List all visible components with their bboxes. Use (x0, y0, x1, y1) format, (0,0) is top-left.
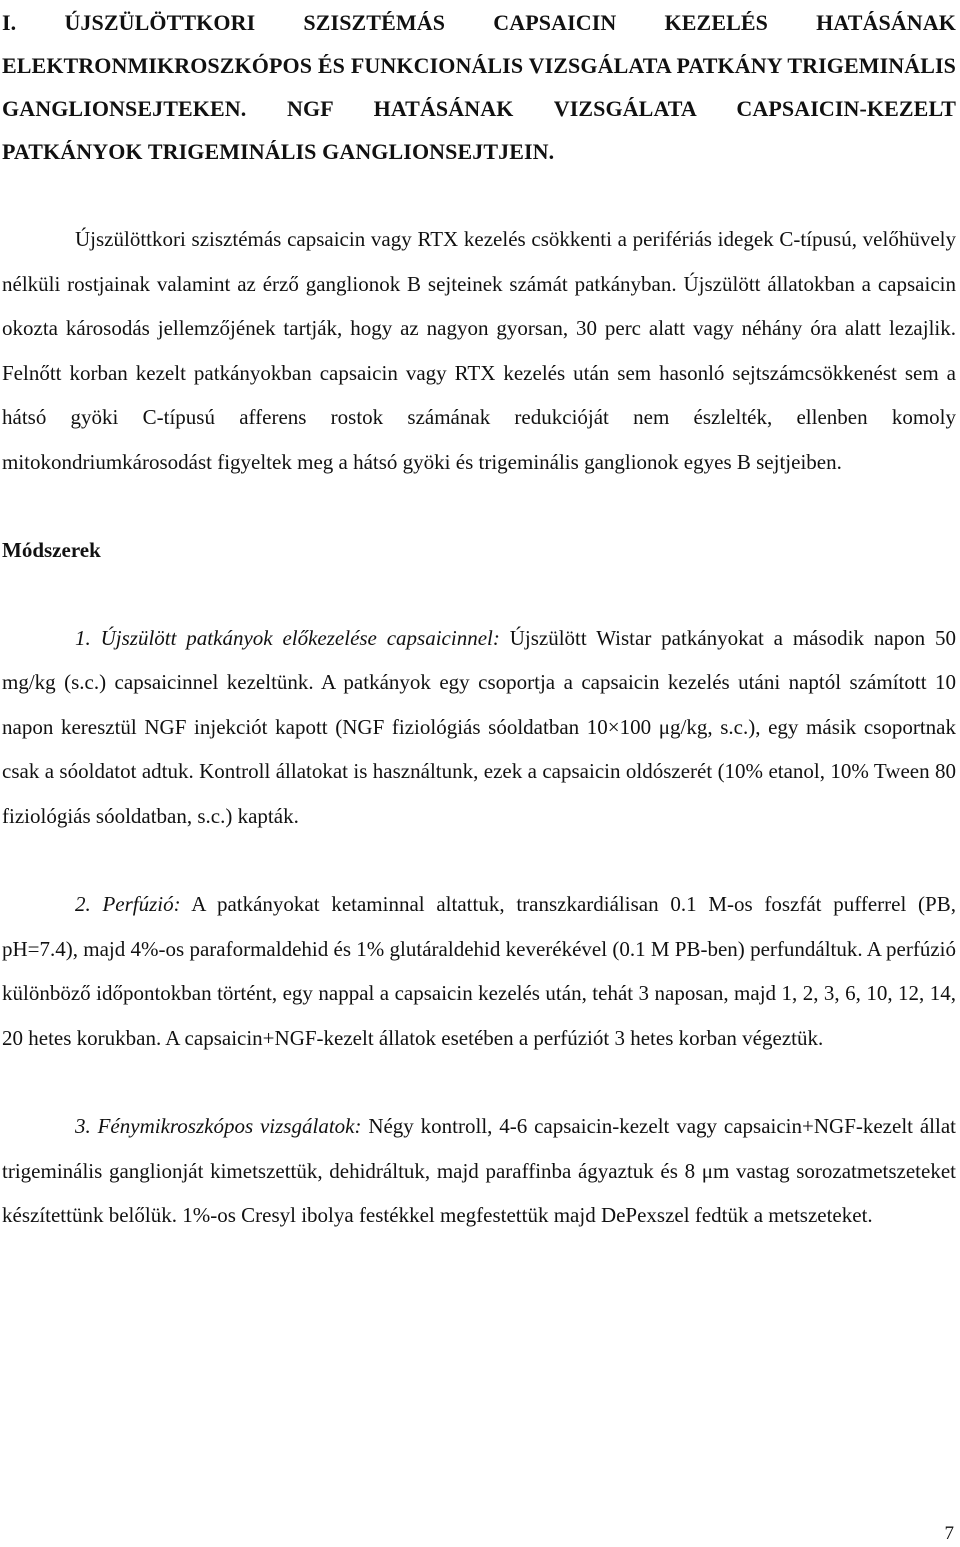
method-paragraph (2, 1104, 956, 1238)
method-body: A patkányokat ketaminnal altattuk, transzkardiálisan 0.1 M-os foszfát pufferrel (PB, pH=7.4), majd 4%-os paraformaldehid és 1% glutáraldehid keverékével (0.1 M PB-ben) perfundáltuk. A perfúzió különböző időpontokban történt, egy nappal a capsaicin kezelés után, tehát 3 naposan, majd 1, 2, 3, 6, 10, 12, 14, 20 hetes korukban. A capsaicin+NGF-kezelt állatok esetében a perfúziót 3 hetes korban végeztük. (2, 892, 956, 1050)
intro-paragraph: Újszülöttkori szisztémás capsaicin vagy RTX kezelés csökkenti a perifériás idegek C-típusú, velőhüvely nélküli rostjainak valamint az érző ganglionok B sejteinek számát patkányban. Újszülött állatokban a capsaicin okozta károsodás jellemzőjének tartják, hogy az nagyon gyorsan, 30 perc alatt vagy néhány óra alatt lezajlik. Felnőtt korban kezelt patkányokban capsaicin vagy RTX kezelés után sem hasonló sejtszámcsökkenést sem a hátsó gyöki C-típusú afferens rostok számának redukcióját nem észlelték, ellenben komoly mitokondriumkárosodást figyeltek meg a hátsó gyöki és trigeminális ganglionok egyes B sejtjeiben. (2, 227, 956, 474)
method-lead: 2. Perfúzió: (75, 892, 181, 916)
chapter-heading: I. ÚJSZÜLÖTTKORI SZISZTÉMÁS CAPSAICIN KEZELÉS HATÁSÁNAK ELEKTRONMIKROSZKÓPOS ÉS FUNKCIONÁLIS VIZSGÁLATA PATKÁNY TRIGEMINÁLIS GANGLIONSEJTEKEN. NGF HATÁSÁNAK VIZSGÁLATA CAPSAICIN-KEZELT PATKÁNYOK TRIGEMINÁLIS GANGLIONSEJTJEIN. (2, 10, 956, 164)
page-number: 7 (944, 1523, 954, 1544)
method-body: Újszülött Wistar patkányokat a második napon 50 mg/kg (s.c.) capsaicinnel kezeltünk. A patkányok egy csoportja a capsaicin kezelés utáni naptól számított 10 napon keresztül NGF injekciót kapott (NGF fiziológiás sóoldatban 10×100 μg/kg, s.c.), egy másik csoportnak csak a sóoldatot adtuk. Kontroll állatokat is használtunk, ezek a capsaicin oldószerét (10% etanol, 10% Tween 80 fiziológiás sóoldatban, s.c.) kapták. (2, 625, 957, 828)
method-paragraph (2, 616, 956, 839)
method-paragraph (2, 882, 956, 1060)
methods-title: Módszerek (2, 538, 101, 562)
method-lead: 1. Újszülött patkányok előkezelése capsaicinnel: (75, 625, 500, 650)
method-body: Négy kontroll, 4-6 capsaicin-kezelt vagy capsaicin+NGF-kezelt állat trigeminális ganglionját kimetszettük, dehidráltuk, majd paraffinba ágyaztuk és 8 μm vastag sorozatmetszeteket készítettünk belőlük. 1%-os Cresyl ibolya festékkel megfestettük majd DePexszel fedtük a metszeteket. (2, 1114, 956, 1227)
method-lead: 3. Fénymikroszkópos vizsgálatok: (75, 1114, 362, 1138)
